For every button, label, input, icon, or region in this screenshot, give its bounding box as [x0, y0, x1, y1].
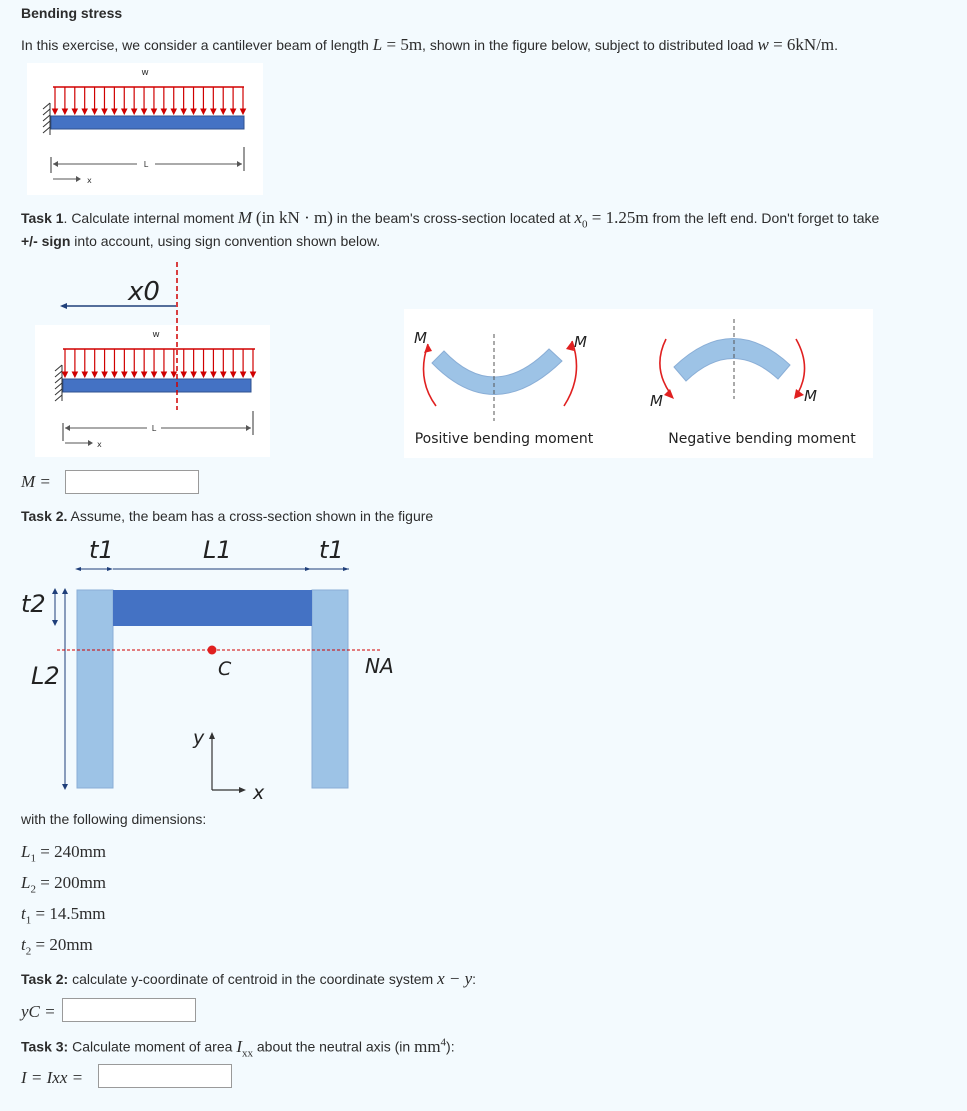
load-arrow-head	[142, 109, 147, 114]
load-arrow-head	[221, 372, 226, 377]
load-arrow-head	[53, 109, 58, 114]
svg-text:M: M	[574, 333, 587, 351]
intro-text: In this exercise, we consider a cantilever beam of length L = 5m, shown in the figure below, subject to distributed load w = 6kN/m.	[21, 35, 839, 54]
svg-text:M: M	[650, 392, 663, 410]
load-arrow-head	[132, 109, 137, 114]
x0-cut-line	[172, 262, 182, 412]
load-arrow-head	[112, 109, 117, 114]
na-label: NA	[365, 654, 394, 678]
load-arrow-head	[231, 372, 236, 377]
load-arrow-head	[251, 372, 256, 377]
load-arrow-head	[92, 372, 97, 377]
l2-label: L2	[31, 662, 60, 690]
length-label: L	[143, 160, 149, 169]
answer-i-label: I = Ixx =	[21, 1068, 84, 1087]
dim-l1: $L_1 = 240mm$	[21, 842, 107, 865]
load-arrow-head	[161, 109, 166, 114]
dim-t1: $t_1 = 14.5mm$	[21, 904, 106, 927]
svg-text:L: L	[151, 424, 157, 433]
t1-label-right: t1	[319, 536, 344, 564]
t1-label-left: t1	[89, 536, 114, 564]
load-arrow-head	[112, 372, 117, 377]
moment-input[interactable]	[65, 470, 199, 494]
load-arrow-head	[132, 372, 137, 377]
centroid-point	[208, 646, 217, 655]
load-arrow-head	[72, 372, 77, 377]
load-arrow-head	[62, 109, 67, 114]
x0-label: x0	[128, 277, 160, 307]
load-arrow-head	[211, 109, 216, 114]
svg-text:x: x	[97, 440, 102, 449]
negative-caption: Negative bending moment	[668, 431, 856, 447]
load-arrow-head	[161, 372, 166, 377]
load-arrow-head	[191, 372, 196, 377]
l1-label: L1	[203, 536, 232, 564]
load-arrow-head	[151, 109, 156, 114]
task1-line1: Task 1. Calculate internal moment M (in kN · m) in the beam's cross-section located at $x_0 = 1.25m$ from the left end. Don't forget to take	[21, 208, 880, 231]
task2-intro: Task 2. Assume, the beam has a cross-section shown in the figure	[21, 508, 434, 524]
answer-m-label: M =	[21, 472, 51, 491]
load-arrow-head	[221, 109, 226, 114]
x-label: x	[87, 176, 92, 185]
load-arrow-head	[171, 109, 176, 114]
y-axis-label: y	[193, 727, 205, 749]
load-arrow-head	[102, 109, 107, 114]
left-web	[77, 590, 113, 788]
load-arrow-head	[92, 109, 97, 114]
centroid-label: C	[218, 658, 232, 680]
load-arrow-head	[122, 109, 127, 114]
load-label: w	[141, 68, 149, 78]
dim-l2: $L_2 = 200mm$	[21, 873, 107, 896]
answer-yc-label: yC =	[21, 1002, 56, 1021]
load-arrow-head	[191, 109, 196, 114]
beam-figure-2-panel	[35, 325, 270, 457]
load-arrow-head	[231, 109, 236, 114]
load-arrow-head	[241, 372, 246, 377]
load-arrow-head	[201, 109, 206, 114]
load-arrow-head	[122, 372, 127, 377]
moment-of-area-input[interactable]	[98, 1064, 232, 1088]
load-arrow-head	[152, 372, 157, 377]
positive-beam-shape	[432, 349, 562, 395]
load-arrow-head	[211, 372, 216, 377]
load-arrow-head	[181, 109, 186, 114]
right-web	[312, 590, 348, 788]
negative-beam-shape	[674, 338, 790, 381]
beam-figure-1	[27, 63, 263, 195]
svg-text:M: M	[804, 387, 817, 405]
t2-label: t2	[21, 590, 46, 618]
centroid-input[interactable]	[62, 998, 196, 1022]
top-flange	[113, 590, 312, 626]
load-arrow-head	[142, 372, 147, 377]
sign-convention-figure	[404, 309, 873, 458]
svg-text:M: M	[414, 329, 427, 347]
load-arrow-head	[63, 372, 68, 377]
dim-t2: $t_2 = 20mm$	[21, 935, 93, 958]
task1-line2: +/- sign into account, using sign convention shown below.	[21, 233, 381, 249]
beam-rect	[51, 116, 244, 129]
task2-calc: Task 2: calculate y-coordinate of centroid in the coordinate system x − y:	[21, 969, 477, 988]
load-arrow-head	[72, 109, 77, 114]
dimensions-intro: with the following dimensions:	[21, 811, 207, 827]
task3-text: Task 3: Calculate moment of area $I_{xx}$ about the neutral axis (in $mm^4$):	[21, 1036, 455, 1060]
load-arrow-head	[102, 372, 107, 377]
load-arrow-head	[82, 372, 87, 377]
page-title: Bending stress	[21, 5, 123, 21]
svg-text:w: w	[152, 330, 160, 340]
load-arrow-head	[241, 109, 246, 114]
load-arrow-head	[201, 372, 206, 377]
cross-section-figure	[15, 532, 415, 812]
positive-caption: Positive bending moment	[414, 431, 594, 447]
load-arrow-head	[82, 109, 87, 114]
x-axis-label: x	[253, 782, 265, 804]
